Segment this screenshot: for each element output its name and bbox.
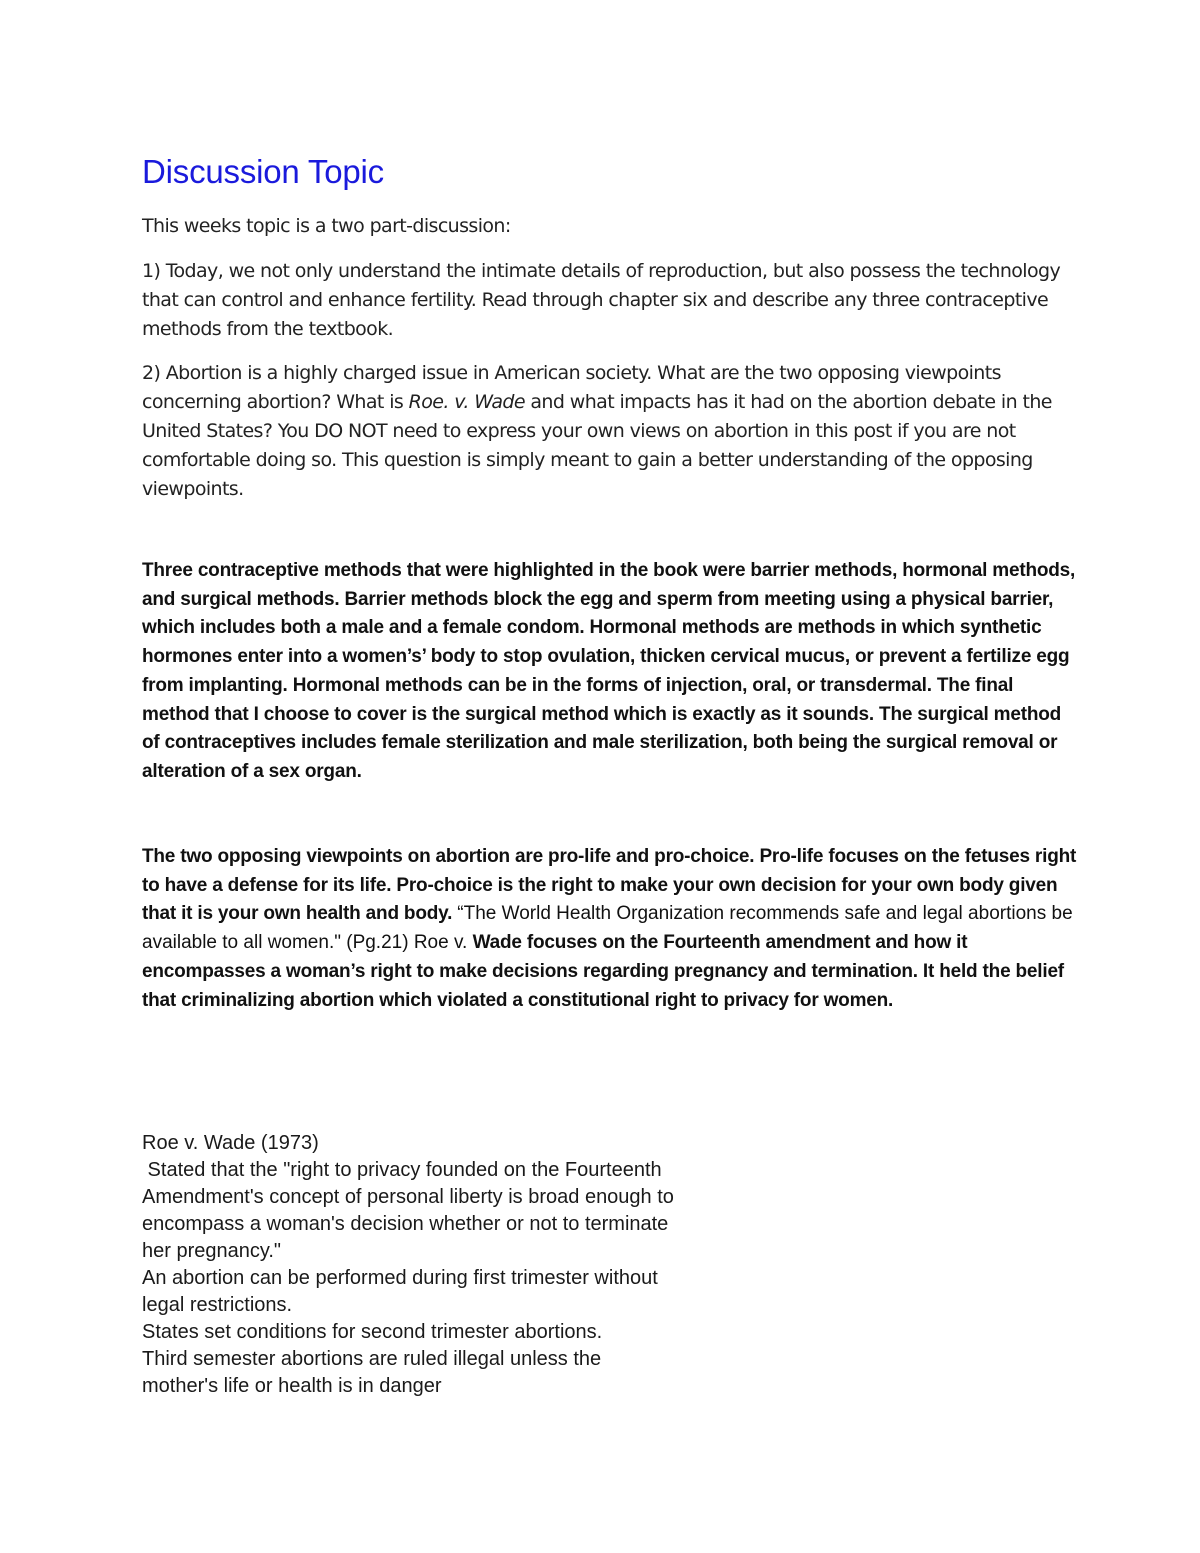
roe-note-line: mother's life or health is in danger: [142, 1375, 442, 1397]
answer-1-paragraph: Three contraceptive methods that were highlighted in the book were barrier methods, hormonal methods, and surgical methods. Barrier methods block the egg and sperm from meeting using a physical barrier, which includes both a male and a female condom. Hormonal methods are methods in which synthetic hormones enter into a women’s’ body to stop ovulation, thicken cervical mucus, or prevent a fertilize egg from implanting. Hormonal methods can be in the forms of injection, oral, or transdermal. The final method that I choose to cover is the surgical method which is exactly as it sounds. The surgical method of contraceptives includes female sterilization and male sterilization, both being the surgical removal or alteration of a sex organ.: [142, 560, 1076, 782]
question-2-text-before: 2) Abortion is a highly charged issue in American society. What are the two opposing viewpoints concerning abortion? What is: [142, 362, 1001, 413]
roe-note-line: Amendment's concept of personal liberty is broad enough to: [142, 1186, 674, 1208]
answer-2-paragraph: [142, 843, 1082, 1015]
roe-note-line: States set conditions for second trimester abortions.: [142, 1321, 603, 1343]
roe-note-line: Roe v. Wade (1973): [142, 1132, 319, 1154]
roe-note-line: An abortion can be performed during first trimester without: [142, 1267, 658, 1289]
intro-text: This weeks topic is a two part-discussion:: [142, 215, 511, 237]
roe-note-line: Third semester abortions are ruled illegal unless the: [142, 1348, 602, 1370]
roe-note-line: legal restrictions.: [142, 1294, 293, 1316]
answer-2-text-after: Wade focuses on the Fourteenth amendment and how it encompasses a woman’s right to make decisions regarding pregnancy and termination. It held the belief that criminalizing abortion which violated a constitutional right to privacy for women.: [142, 932, 1064, 1011]
answer-2-quote: “The World Health Organization recommends safe and legal abortions be available to all women." (Pg.21) Roe v.: [142, 903, 1073, 954]
question-2: [142, 359, 1082, 504]
question-2-text-after: and what impacts has it had on the abortion debate in the United States? You DO NOT need to express your own views on abortion in this post if you are not comfortable doing so. This question is simply meant to gain a better understanding of the opposing viewpoints.: [142, 391, 1052, 500]
page-title: Discussion Topic: [142, 153, 384, 190]
roe-note-line: encompass a woman's decision whether or not to terminate: [142, 1213, 669, 1235]
roe-note-line: her pregnancy.": [142, 1240, 282, 1262]
roe-v-wade-notes: [142, 1130, 842, 1400]
question-2-case-name: Roe. v. Wade: [408, 391, 525, 413]
roe-note-line: Stated that the "right to privacy founded on the Fourteenth: [142, 1159, 662, 1181]
answer-2-text-before: The two opposing viewpoints on abortion are pro-life and pro-choice. Pro-life focuses on the fetuses right to have a defense for its life. Pro-choice is the right to make your own decision for your own body given that it is your own health and body.: [142, 846, 1077, 925]
question-1: 1) Today, we not only understand the intimate details of reproduction, but also possess the technology that can control and enhance fertility. Read through chapter six and describe any three contraceptive methods from the textbook.: [142, 260, 1061, 340]
